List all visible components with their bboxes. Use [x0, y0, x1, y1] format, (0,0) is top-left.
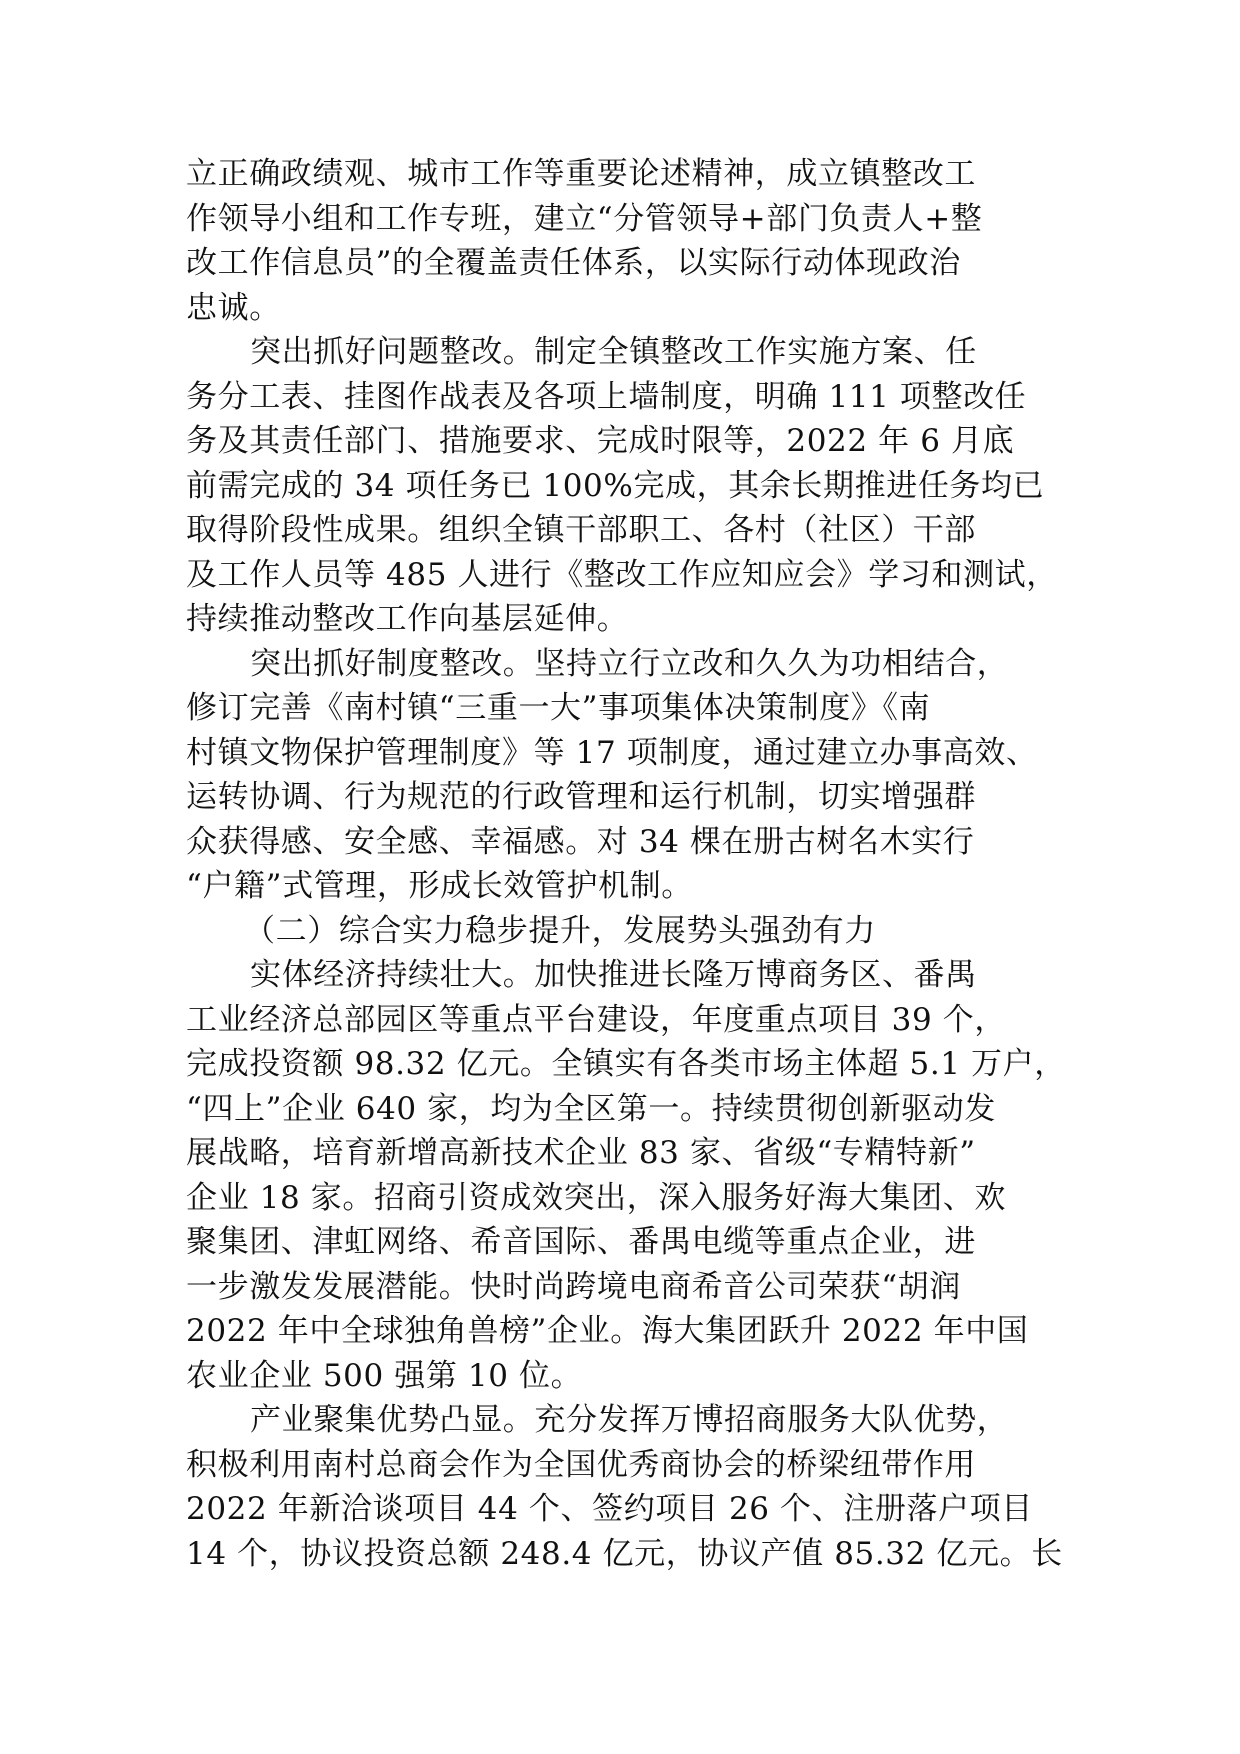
section-heading: （二）综合实力稳步提升，发展势头强劲有力 [244, 912, 876, 949]
body-text-line: 积极利用南村总商会作为全国优秀商协会的桥梁纽带作用 [186, 1446, 976, 1483]
body-text-line: 2022 年新洽谈项目 44 个、签约项目 26 个、注册落户项目 [186, 1491, 1033, 1527]
body-text-line: 持续推动整改工作向基层延伸。 [186, 601, 629, 637]
body-text-line: 2022 年中全球独角兽榜”企业。海大集团跃升 2022 年中国 [186, 1313, 1029, 1349]
body-text-line: 修订完善《南村镇“三重一大”事项集体决策制度》《南 [186, 690, 931, 726]
body-text-line: “四上”企业 640 家，均为全区第一。持续贯彻创新驱动发 [186, 1090, 996, 1127]
body-text-line: 及工作人员等 485 人进行《整改工作应知应会》学习和测试， [186, 556, 1058, 593]
body-text-line: 前需完成的 34 项任务已 100%完成，其余长期推进任务均已 [186, 467, 1045, 504]
body-text-line: 忠诚。 [186, 289, 281, 326]
body-text-line: 众获得感、安全感、幸福感。对 34 棵在册古树名木实行 [186, 823, 975, 860]
body-text-line: 展战略，培育新增高新技术企业 83 家、省级“专精特新” [186, 1135, 976, 1171]
paragraph-start-line: 实体经济持续壮大。加快推进长隆万博商务区、番禺 [250, 957, 977, 993]
body-text-line: 农业企业 500 强第 10 位。 [186, 1357, 583, 1394]
body-text-line: 村镇文物保护管理制度》等 17 项制度，通过建立办事高效、 [186, 734, 1038, 771]
body-text-line: 务及其责任部门、措施要求、完成时限等，2022 年 6 月底 [186, 423, 1015, 459]
body-text-line: 完成投资额 98.32 亿元。全镇实有各类市场主体超 5.1 万户， [186, 1046, 1066, 1082]
body-text-line: 14 个，协议投资总额 248.4 亿元，协议产值 85.32 亿元。长 [186, 1535, 1063, 1572]
body-text-line: 企业 18 家。招商引资成效突出，深入服务好海大集团、欢 [186, 1179, 1006, 1216]
document-body [186, 152, 1066, 1576]
body-text-line: 务分工表、挂图作战表及各项上墙制度，明确 111 项整改任 [186, 378, 1027, 415]
body-text-line: 聚集团、津虹网络、希音国际、番禺电缆等重点企业，进 [186, 1224, 976, 1260]
paragraph-start-line: 突出抓好问题整改。制定全镇整改工作实施方案、任 [250, 334, 977, 370]
body-text-line: 改工作信息员”的全覆盖责任体系，以实际行动体现政治 [186, 245, 961, 281]
paragraph-start-line: 产业聚集优势凸显。充分发挥万博招商服务大队优势， [250, 1402, 1009, 1438]
body-text-line: 立正确政绩观、城市工作等重要论述精神，成立镇整改工 [186, 156, 976, 192]
body-text-line: 运转协调、行为规范的行政管理和运行机制，切实增强群 [186, 779, 976, 815]
body-text-line: 作领导小组和工作专班，建立“分管领导+部门负责人+整 [186, 200, 983, 237]
body-text-line: “户籍”式管理，形成长效管护机制。 [186, 868, 693, 904]
body-text-line: 工业经济总部园区等重点平台建设，年度重点项目 39 个， [186, 1001, 1006, 1038]
paragraph-start-line: 突出抓好制度整改。坚持立行立改和久久为功相结合， [250, 645, 1009, 682]
body-text-line: 一步激发发展潜能。快时尚跨境电商希音公司荣获“胡润 [186, 1268, 961, 1305]
body-text-line: 取得阶段性成果。组织全镇干部职工、各村（社区）干部 [186, 512, 976, 548]
